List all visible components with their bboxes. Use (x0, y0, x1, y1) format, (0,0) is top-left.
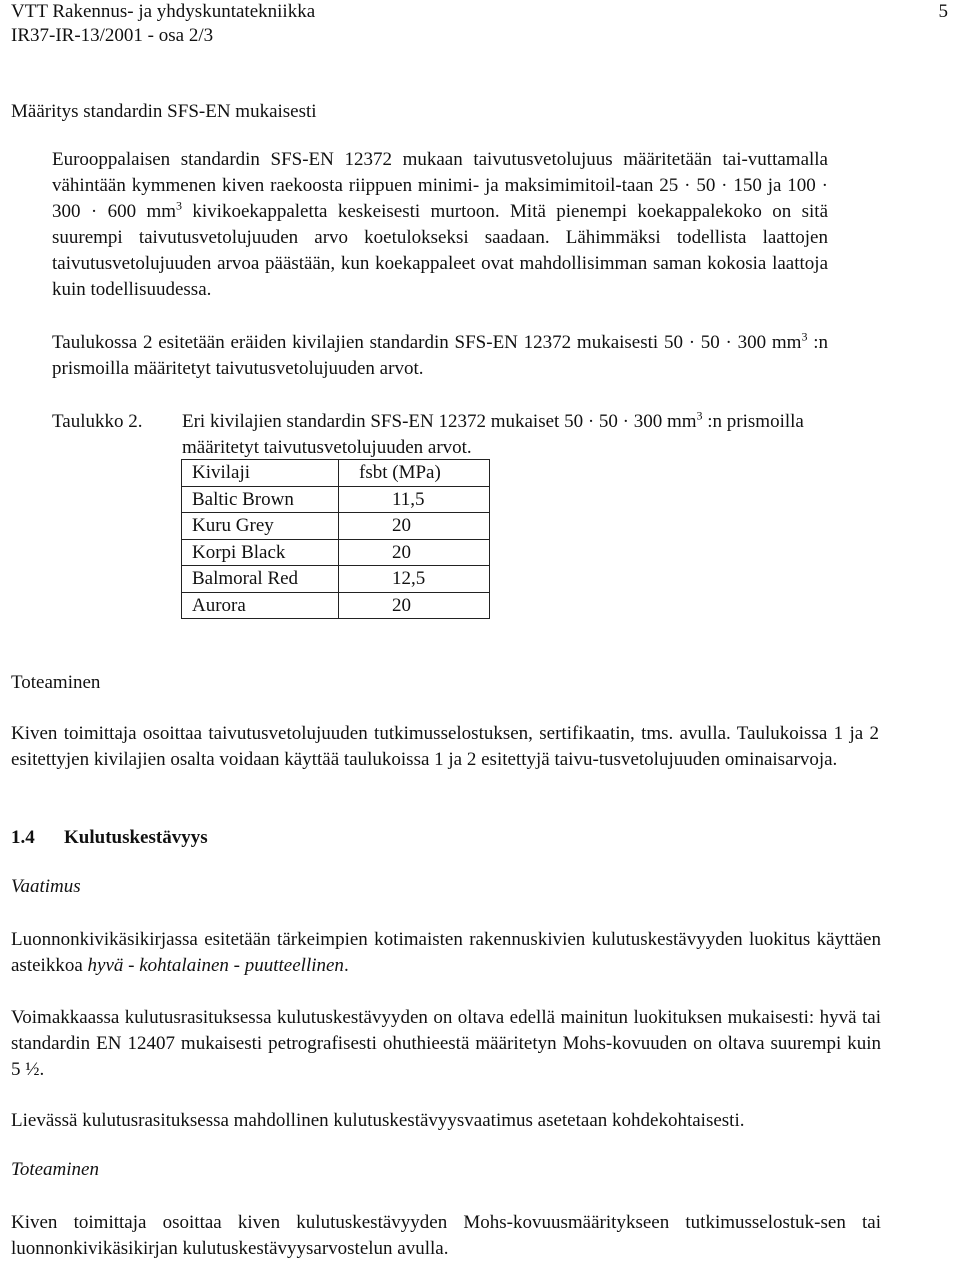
strength-table (181, 459, 490, 619)
verification-paragraph-2: Kiven toimittaja osoittaa kiven kulutuskestävyyden Mohs-kovuusmääritykseen tutkimusselostuk-sen tai luonnonkivikäsikirjan kulutuskestävyysarvostelun avulla. (11, 1212, 881, 1259)
table-ref-text-a: Taulukossa 2 esitetään eräiden kivilajien standardin SFS-EN 12372 mukaisesti 50 · 50 · 300 mm (52, 332, 802, 353)
heavy-wear-paragraph: Voimakkaassa kulutusrasituksessa kulutuskestävyyden on oltava edellä mainitun luokituksen mukaisesti: hyvä tai standardin EN 12407 mukaisesti petrografisesti ohuthieestä määritetyn Mohs-kovuuden on oltava suurempi kuin 5 ½. (11, 1007, 881, 1080)
table-caption-superscript: 3 (696, 408, 703, 423)
table-ref-text-b: :n prismoilla määritetyt taivutusvetolujuuden arvot. (52, 332, 829, 379)
table-header-cell: fsbt (MPa) (339, 460, 490, 487)
table-cell-value: 20 (339, 592, 490, 619)
classification-paragraph (11, 927, 881, 979)
classification-scale: hyvä - kohtalainen - puutteellinen (87, 955, 344, 976)
table-cell-value: 20 (339, 539, 490, 566)
table-header-cell: Kivilaji (182, 460, 339, 487)
intro-text-b: kivikoekappaletta keskeisesti murtoon. Mitä pienempi koekappalekoko on sitä suurempi taivutusvetolujuuden arvo koetulokseksi saadaan. Lähimmäksi todellista laattojen taivutusvetolujuuden arvoa päästään, kun koekappaleet ovat mahdollisimman saman kokosia laattoja kuin todellisuudessa. (52, 201, 828, 300)
verification-paragraph: Kiven toimittaja osoittaa taivutusvetolujuuden tutkimusselostuksen, sertifikaatin, tms. avulla. Taulukoissa 1 ja 2 esitettyjen kivilajien osalta voidaan käyttää taulukoissa 1 ja 2 esitettyjä taivu-tusvetolujuuden ominaisarvoja. (11, 723, 879, 770)
table-header-row (182, 460, 490, 487)
intro-superscript: 3 (176, 198, 183, 213)
table-cell-value: 12,5 (339, 566, 490, 593)
table-cell-stone: Korpi Black (182, 539, 339, 566)
classification-text-b: . (343, 955, 349, 976)
section-title: Kulutuskestävyys (64, 827, 208, 848)
classification-text-a: Luonnonkivikäsikirjassa esitetään tärkeimpien kotimaisten rakennuskivien kulutuskestävyyden luokitus käyttäen asteikkoa (11, 929, 881, 976)
table-row (182, 566, 490, 593)
verification-heading-2: Toteaminen (11, 1159, 99, 1180)
table-cell-stone: Baltic Brown (182, 486, 339, 513)
table-row (182, 592, 490, 619)
verification-heading: Toteaminen (11, 672, 101, 693)
header-org: VTT Rakennus- ja yhdyskuntatekniikka (11, 1, 316, 22)
table-label: Taulukko 2. (52, 411, 143, 432)
section-heading: Määritys standardin SFS-EN mukaisesti (11, 101, 317, 122)
table-caption-text-b: :n prismoilla määritetyt taivutusvetolujuuden arvot. (182, 411, 804, 458)
table-row (182, 486, 490, 513)
table-reference-paragraph (52, 330, 828, 382)
table-cell-stone: Balmoral Red (182, 566, 339, 593)
table-caption (182, 409, 832, 461)
table-row (182, 513, 490, 540)
table-caption-text-a: Eri kivilajien standardin SFS-EN 12372 mukaiset 50 · 50 · 300 mm (182, 411, 697, 432)
header-report-id: IR37-IR-13/2001 - osa 2/3 (11, 25, 214, 46)
table-cell-value: 20 (339, 513, 490, 540)
section-number: 1.4 (11, 827, 35, 848)
table-cell-stone: Kuru Grey (182, 513, 339, 540)
table-cell-stone: Aurora (182, 592, 339, 619)
page-number: 5 (938, 1, 948, 22)
intro-paragraph (52, 147, 828, 303)
table-ref-superscript: 3 (801, 329, 808, 344)
intro-text-a: Eurooppalaisen standardin SFS-EN 12372 mukaan taivutusvetolujuus määritetään tai-vuttamalla vähintään kymmenen kiven raekoosta riippuen minimi- ja maksimimitoil-taan 25 · 50 · 150 ja 100 · 300 · 600 mm (52, 149, 828, 222)
table-row (182, 539, 490, 566)
table-cell-value: 11,5 (339, 486, 490, 513)
requirement-heading: Vaatimus (11, 876, 81, 897)
light-wear-paragraph: Lievässä kulutusrasituksessa mahdollinen kulutuskestävyysvaatimus asetetaan kohdekohtaisesti. (11, 1110, 745, 1131)
